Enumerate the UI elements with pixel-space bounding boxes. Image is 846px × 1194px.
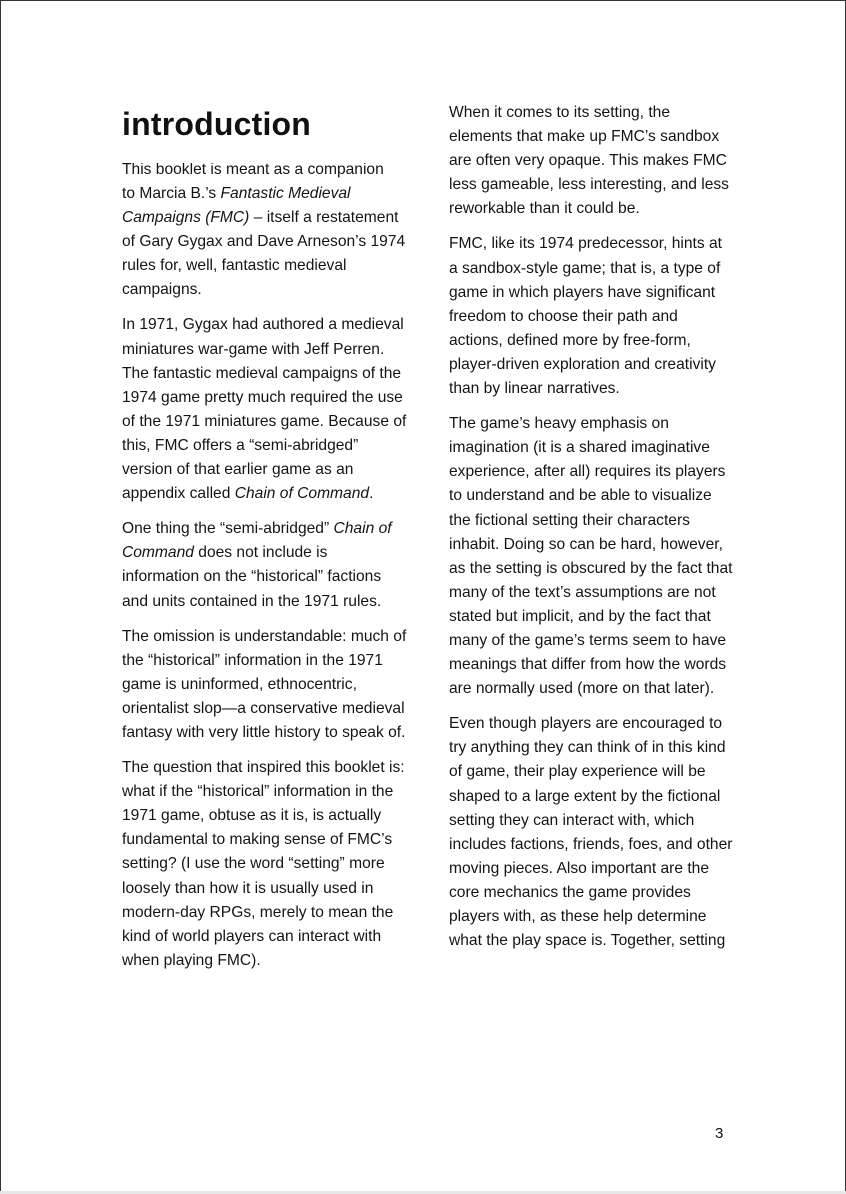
paragraph-setting: When it comes to its setting, the elements that make up FMC’s sandbox are often very opaque. This makes FMC less gameable, less interesting, and less reworkable than it could be. — [449, 104, 729, 218]
book-title: Fantastic Medieval Campaigns (FMC) — [122, 185, 351, 227]
paragraph-intro: This booklet is meant as a companion to Marcia B.’s Fantastic Medieval Campaigns (FMC) – itself a restatement of Gary Gygax and Dave Arneson’s 1974 rules for, well, fantastic medieval campaigns. — [122, 163, 406, 299]
section-heading: introduction — [122, 106, 312, 142]
book-title: Chain of Command — [122, 520, 392, 562]
paragraph-sandbox: FMC, like its 1974 predecessor, hints at a sandbox-style game; that is, a type of game in which players have significant freedom to choose their path and actions, defined more by free-form, player-driven exploration and creativity than by linear narratives. — [449, 235, 723, 398]
paragraph-omission-note: One thing the “semi-abridged” Chain of Command does not include is information on the “historical” factions and units contained in the 1971 rules. — [122, 520, 392, 610]
clipped-first-line: This booklet is meant as a companion — [122, 163, 384, 178]
paragraph-omission: The omission is understandable: much of the “historical” information in the 1971 game is uninformed, ethnocentric, orientalist slop—a conservative medieval fantasy with very little history to speak of. — [122, 627, 407, 741]
right-column — [449, 101, 734, 964]
paragraph-question: The question that inspired this booklet is: what if the “historical” information in the 1971 game, obtuse as it is, is actually fundamental to making sense of FMC’s setting? (I use the word “setting” more loosely than how it is usually used in modern-day RPGs, merely to mean the kind of world players can interact with when playing FMC). — [122, 759, 405, 969]
paragraph-play-experience: Even though players are encouraged to try anything they can think of in this kind of game, their play experience will be shaped to a large extent by the fictional setting they can interact with, which includes factions, friends, foes, and other moving pieces. Also important are the core mechanics the game provides players with, as these help determine what the play space is. Together, setting — [449, 715, 733, 950]
book-title: Chain of Command — [234, 485, 370, 503]
left-column — [122, 100, 407, 984]
page-number: 3 — [715, 1125, 724, 1142]
paragraph-history: In 1971, Gygax had authored a medieval miniatures war-game with Jeff Perren. The fantastic medieval campaigns of the 1974 game pretty much required the use of the 1971 miniatures game. Because of this, FMC offers a “semi-abridged” version of that earlier game as an appendix called Chain of Command. — [122, 316, 407, 503]
paragraph-imagination: The game’s heavy emphasis on imagination (it is a shared imaginative experience, after all) requires its players to understand and be able to visualize the fictional setting their characters inhabit. Doing so can be hard, however, as the setting is obscured by the fact that many of the text’s assumptions are not stated but implicit, and by the fact that many of the game’s terms seem to have meanings that differ from how the words are normally used (more on that later). — [449, 415, 733, 698]
